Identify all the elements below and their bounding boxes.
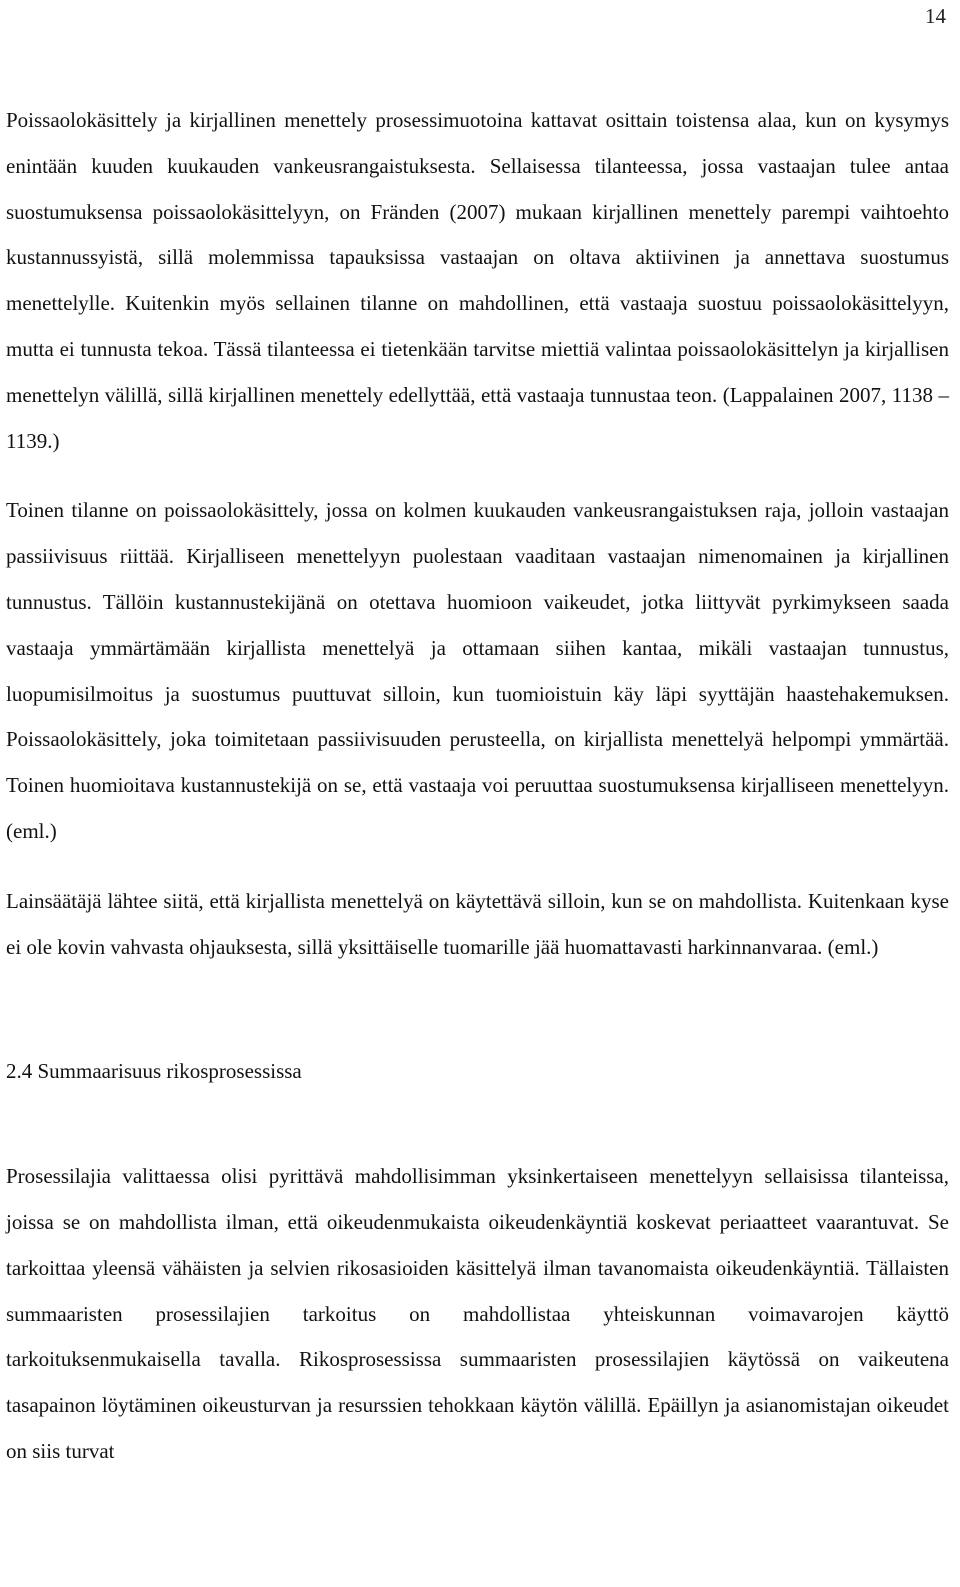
paragraph: Prosessilajia valittaessa olisi pyrittävä mahdollisimman yksinkertaiseen menettelyyn sellaisissa tilanteissa, joissa se on mahdollista ilman, että oikeudenmukaista oikeudenkäyntiä koskevat periaatteet vaarantuvat. Se tarkoittaa yleensä vähäisten ja selvien rikosasioiden käsittelyä ilman tavanomaista oikeudenkäyntiä. Tällaisten summaaristen prosessilajien tarkoitus on mahdollistaa yhteiskunnan voimavarojen käyttö tarkoituksenmukaisella tavalla. Rikosprosessissa summaaristen prosessilajien käytössä on vaikeutena tasapainon löytäminen oikeusturvan ja resurssien tehokkaan käytön välillä. Epäillyn ja asianomistajan oikeudet on siis turvat xyxy=(6,1164,949,1463)
paragraph: Lainsäätäjä lähtee siitä, että kirjallista menettelyä on käytettävä silloin, kun se on mahdollista. Kuitenkaan kyse ei ole kovin vahvasta ohjauksesta, sillä yksittäiselle tuomarille jää huomattavasti harkinnanvaraa. (eml.) xyxy=(6,888,949,959)
section-heading: 2.4 Summaarisuus rikosprosessissa xyxy=(6,1059,302,1084)
document-body xyxy=(6,98,949,1475)
paragraph: Toinen tilanne on poissaolokäsittely, jossa on kolmen kuukauden vankeusrangaistuksen raja, jolloin vastaajan passiivisuus riittää. Kirjalliseen menettelyyn puolestaan vaaditaan vastaajan nimenomainen ja kirjallinen tunnustus. Tällöin kustannustekijänä on otettava huomioon vaikeudet, jotka liittyvät pyrkimykseen saada vastaaja ymmärtämään kirjallista menettelyä ja ottamaan siihen kantaa, mikäli vastaajan tunnustus, luopumisilmoitus ja suostumus puuttuvat silloin, kun tuomioistuin käy läpi syyttäjän haastehakemuksen. Poissaolokäsittely, joka toimitetaan passiivisuuden perusteella, on kirjallista menettelyä helpompi ymmärtää. Toinen huomioitava kustannustekijä on se, että vastaaja voi peruuttaa suostumuksensa kirjalliseen menettelyyn. (eml.) xyxy=(6,498,949,843)
page-number: 14 xyxy=(925,4,946,28)
paragraph: Poissaolokäsittely ja kirjallinen menettely prosessimuotoina kattavat osittain toistensa alaa, kun on kysymys enintään kuuden kuukauden vankeusrangaistuksesta. Sellaisessa tilanteessa, jossa vastaajan tulee antaa suostumuksensa poissaolokäsittelyyn, on Fränden (2007) mukaan kirjallinen menettely parempi vaihtoehto kustannussyistä, sillä molemmissa tapauksissa vastaajan on oltava aktiivinen ja annettava suostumus menettelylle. Kuitenkin myös sellainen tilanne on mahdollinen, että vastaaja suostuu poissaolokäsittelyyn, mutta ei tunnusta tekoa. Tässä tilanteessa ei tietenkään tarvitse miettiä valintaa poissaolokäsittelyn ja kirjallisen menettelyn välillä, sillä kirjallinen menettely edellyttää, että vastaaja tunnustaa teon. (Lappalainen 2007, 1138 – 1139.) xyxy=(6,108,949,453)
